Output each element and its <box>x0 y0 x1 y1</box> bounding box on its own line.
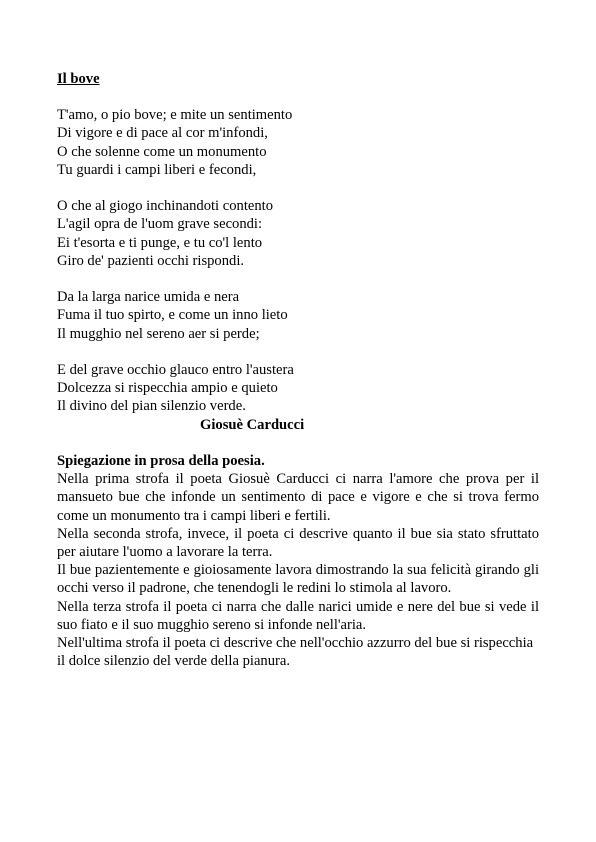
poem-line: Di vigore e di pace al cor m'infondi, <box>57 125 268 142</box>
stanza-1 <box>57 106 539 179</box>
prose-paragraph: Il bue pazientemente e gioiosamente lavora dimostrando la sua felicità girando gli occhi verso il padrone, che tenendogli le redini lo stimola al lavoro. <box>57 562 539 597</box>
poem-line: L'agil opra de l'uom grave secondi: <box>57 216 263 233</box>
stanza-2 <box>57 197 539 270</box>
poem-line: E del grave occhio glauco entro l'austera <box>57 362 294 378</box>
prose-paragraph: Nella terza strofa il poeta ci narra che dalle narici umide e nere del bue si vede il suo fiato e il suo mugghio sereno si infonde nell'aria. <box>57 598 539 633</box>
prose-paragraph: Nell'ultima strofa il poeta ci descrive che nell'occhio azzurro del bue si rispecchia il dolce silenzio del verde della pianura. <box>57 635 534 670</box>
poem-line: O che al giogo inchinandoti contento <box>57 198 274 215</box>
stanza-4 <box>57 361 539 416</box>
poem-line: Il mugghio nel sereno aer si perde; <box>57 325 260 342</box>
poem-line: Il divino del pian silenzio verde. <box>57 398 246 415</box>
poem-line: O che solenne come un monumento <box>57 143 267 160</box>
prose-paragraph: Nella prima strofa il poeta Giosuè Carducci ci narra l'amore che prova per il mansueto bue che infonde un sentimento di pace e vigore e che si trova fermo come un monumento tra i campi liberi e fertili. <box>57 471 539 524</box>
prose-title: Spiegazione in prosa della poesia. <box>57 453 265 469</box>
poem-line: Tu guardi i campi liberi e fecondi, <box>57 161 257 178</box>
poem-line: Giro de' pazienti occhi rispondi. <box>57 252 245 269</box>
poem-line: Da la larga narice umida e nera <box>57 289 240 306</box>
poem-author: Giosuè Carducci <box>200 416 305 433</box>
poem-line: Fuma il tuo spirto, e come un inno lieto <box>57 307 288 324</box>
prose-paragraph: Nella seconda strofa, invece, il poeta ci descrive quanto il bue sia stato sfruttato per aiutare l'uomo a lavorare la terra. <box>57 525 539 561</box>
poem-title: Il bove <box>57 71 100 87</box>
poem-line: Ei t'esorta e ti punge, e tu co'l lento <box>57 234 263 251</box>
poem-line: T'amo, o pio bove; e mite un sentimento <box>57 107 293 124</box>
poem-line: Dolcezza si rispecchia ampio e quieto <box>57 380 278 397</box>
stanza-3 <box>57 288 539 343</box>
